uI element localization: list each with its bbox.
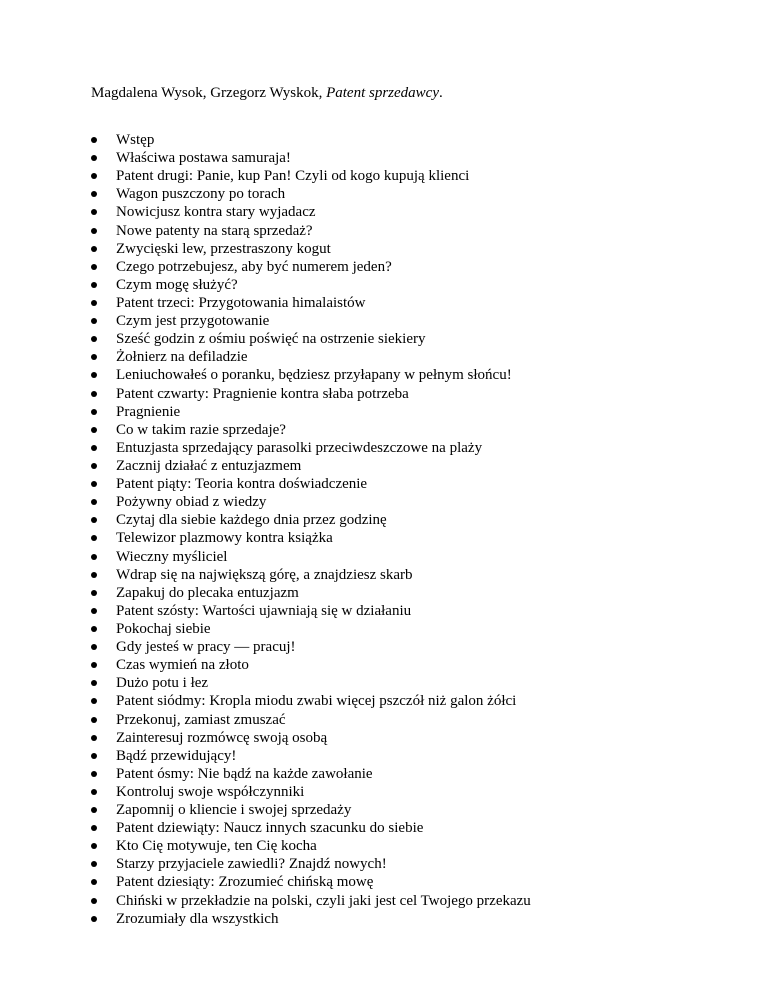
- list-item: [91, 656, 531, 674]
- list-item-text: Chiński w przekładzie na polski, czyli jaki jest cel Twojego przekazu: [116, 892, 531, 909]
- list-item: [91, 421, 531, 439]
- list-item-text: Czytaj dla siebie każdego dnia przez godzinę: [116, 512, 387, 529]
- list-item: [91, 511, 531, 529]
- list-item-text: Patent dziewiąty: Naucz innych szacunku do siebie: [116, 820, 424, 837]
- bullet-icon: [91, 626, 97, 632]
- bullet-icon: [91, 463, 97, 469]
- bullet-icon: [91, 843, 97, 849]
- bullet-icon: [91, 209, 97, 215]
- list-item: [91, 149, 531, 167]
- bullet-icon: [91, 155, 97, 161]
- bullet-icon: [91, 481, 97, 487]
- list-item: [91, 692, 531, 710]
- list-item-text: Kto Cię motywuje, ten Cię kocha: [116, 838, 317, 855]
- list-item: [91, 855, 531, 873]
- list-item: [91, 439, 531, 457]
- bullet-icon: [91, 191, 97, 197]
- list-item: [91, 602, 531, 620]
- list-item-text: Zapomnij o kliencie i swojej sprzedaży: [116, 802, 352, 819]
- list-item: [91, 185, 531, 203]
- bullet-icon: [91, 354, 97, 360]
- list-item: [91, 548, 531, 566]
- list-item: [91, 240, 531, 258]
- bullet-icon: [91, 336, 97, 342]
- list-item-text: Pragnienie: [116, 403, 181, 420]
- list-item: [91, 385, 531, 403]
- bullet-icon: [91, 861, 97, 867]
- list-item: [91, 638, 531, 656]
- list-item-text: Telewizor plazmowy kontra książka: [116, 530, 333, 547]
- list-item-text: Patent piąty: Teoria kontra doświadczenie: [116, 476, 368, 493]
- bullet-icon: [91, 771, 97, 777]
- list-item: [91, 276, 531, 294]
- bullet-icon: [91, 735, 97, 741]
- bullet-icon: [91, 264, 97, 270]
- bullet-icon: [91, 644, 97, 650]
- list-item: [91, 167, 531, 185]
- list-item-text: Wieczny myśliciel: [116, 548, 228, 565]
- list-item-text: Entuzjasta sprzedający parasolki przeciwdeszczowe na plaży: [116, 439, 483, 456]
- bullet-icon: [91, 825, 97, 831]
- bullet-icon: [91, 717, 97, 723]
- list-item: [91, 566, 531, 584]
- list-item-text: Patent czwarty: Pragnienie kontra słaba potrzeba: [116, 385, 409, 402]
- list-item-text: Dużo potu i łez: [116, 675, 209, 692]
- bullet-icon: [91, 916, 97, 922]
- list-item-text: Pokochaj siebie: [116, 620, 211, 637]
- list-item: [91, 873, 531, 891]
- list-item: [91, 892, 531, 910]
- bullet-icon: [91, 499, 97, 505]
- bullet-icon: [91, 807, 97, 813]
- bullet-icon: [91, 318, 97, 324]
- list-item-text: Patent drugi: Panie, kup Pan! Czyli od kogo kupują klienci: [116, 168, 470, 185]
- list-item: [91, 366, 531, 384]
- list-item-text: Właściwa postawa samuraja!: [116, 150, 291, 167]
- list-item: [91, 620, 531, 638]
- bullet-icon: [91, 789, 97, 795]
- list-item-text: Żołnierz na defiladzie: [116, 349, 248, 366]
- list-item-text: Nowicjusz kontra stary wyjadacz: [116, 204, 316, 221]
- list-item: [91, 312, 531, 330]
- list-item: [91, 294, 531, 312]
- list-item-text: Zainteresuj rozmówcę swoją osobą: [116, 729, 328, 746]
- list-item-text: Nowe patenty na starą sprzedaż?: [116, 222, 313, 239]
- bullet-icon: [91, 572, 97, 578]
- book-title: Patent sprzedawcy: [326, 85, 439, 101]
- list-item-text: Czym mogę służyć?: [116, 276, 238, 293]
- list-item-text: Czego potrzebujesz, aby być numerem jeden?: [116, 258, 392, 275]
- list-item-text: Kontroluj swoje współczynniki: [116, 783, 305, 800]
- list-item: [91, 330, 531, 348]
- title-period: .: [438, 85, 443, 101]
- list-item: [91, 457, 531, 475]
- list-item-text: Pożywny obiad z wiedzy: [116, 494, 267, 511]
- list-item-text: Co w takim razie sprzedaje?: [116, 421, 286, 438]
- list-item: [91, 584, 531, 602]
- bullet-icon: [91, 300, 97, 306]
- bullet-icon: [91, 228, 97, 234]
- list-item: [91, 747, 531, 765]
- list-item: [91, 475, 531, 493]
- list-item-text: Patent ósmy: Nie bądź na każde zawołanie: [116, 765, 373, 782]
- document-header: [91, 84, 443, 102]
- bullet-icon: [91, 898, 97, 904]
- list-item: [91, 837, 531, 855]
- bullet-icon: [91, 590, 97, 596]
- bullet-icon: [91, 753, 97, 759]
- list-item: [91, 403, 531, 421]
- bullet-icon: [91, 445, 97, 451]
- bullet-icon: [91, 409, 97, 415]
- list-item: [91, 529, 531, 547]
- list-item: [91, 765, 531, 783]
- list-item-text: Bądź przewidujący!: [116, 747, 237, 764]
- authors-text: Magdalena Wysok, Grzegorz Wyskok,: [91, 85, 327, 101]
- list-item-text: Patent siódmy: Kropla miodu zwabi więcej pszczół niż galon żółci: [116, 693, 517, 710]
- bullet-icon: [91, 608, 97, 614]
- list-item: [91, 348, 531, 366]
- list-item: [91, 222, 531, 240]
- bullet-icon: [91, 372, 97, 378]
- list-item: [91, 674, 531, 692]
- list-item-text: Wagon puszczony po torach: [116, 186, 286, 203]
- bullet-icon: [91, 282, 97, 288]
- list-item-text: Gdy jesteś w pracy — pracuj!: [116, 639, 296, 656]
- bullet-icon: [91, 554, 97, 560]
- bullet-icon: [91, 246, 97, 252]
- bullet-icon: [91, 535, 97, 541]
- list-item-text: Czas wymień na złoto: [116, 657, 249, 674]
- bullet-icon: [91, 427, 97, 433]
- list-item-text: Wstęp: [116, 132, 155, 148]
- list-item-text: Czym jest przygotowanie: [116, 313, 270, 330]
- table-of-contents-list: [91, 131, 531, 928]
- bullet-icon: [91, 698, 97, 704]
- list-item-text: Zrozumiały dla wszystkich: [116, 910, 279, 927]
- list-item: [91, 258, 531, 276]
- list-item-text: Patent dziesiąty: Zrozumieć chińską mowę: [116, 874, 374, 891]
- list-item: [91, 910, 531, 928]
- bullet-icon: [91, 517, 97, 523]
- list-item: [91, 783, 531, 801]
- bullet-icon: [91, 680, 97, 686]
- list-item-text: Przekonuj, zamiast zmuszać: [116, 711, 286, 728]
- list-item-text: Patent trzeci: Przygotowania himalaistów: [116, 294, 366, 311]
- list-item-text: Zwycięski lew, przestraszony kogut: [116, 240, 331, 257]
- list-item-text: Leniuchowałeś o poranku, będziesz przyłapany w pełnym słońcu!: [116, 367, 512, 384]
- list-item: [91, 493, 531, 511]
- list-item-text: Zapakuj do plecaka entuzjazm: [116, 584, 299, 601]
- list-item: [91, 729, 531, 747]
- bullet-icon: [91, 879, 97, 885]
- list-item: [91, 131, 531, 149]
- list-item-text: Patent szósty: Wartości ujawniają się w działaniu: [116, 602, 412, 619]
- list-item-text: Zacznij działać z entuzjazmem: [116, 457, 302, 474]
- bullet-icon: [91, 391, 97, 397]
- list-item: [91, 801, 531, 819]
- list-item-text: Wdrap się na największą górę, a znajdziesz skarb: [116, 566, 413, 583]
- list-item: [91, 203, 531, 221]
- bullet-icon: [91, 137, 97, 143]
- list-item: [91, 819, 531, 837]
- bullet-icon: [91, 662, 97, 668]
- list-item: [91, 711, 531, 729]
- list-item-text: Starzy przyjaciele zawiedli? Znajdź nowych!: [116, 856, 387, 873]
- list-item-text: Sześć godzin z ośmiu poświęć na ostrzenie siekiery: [116, 331, 426, 348]
- bullet-icon: [91, 173, 97, 179]
